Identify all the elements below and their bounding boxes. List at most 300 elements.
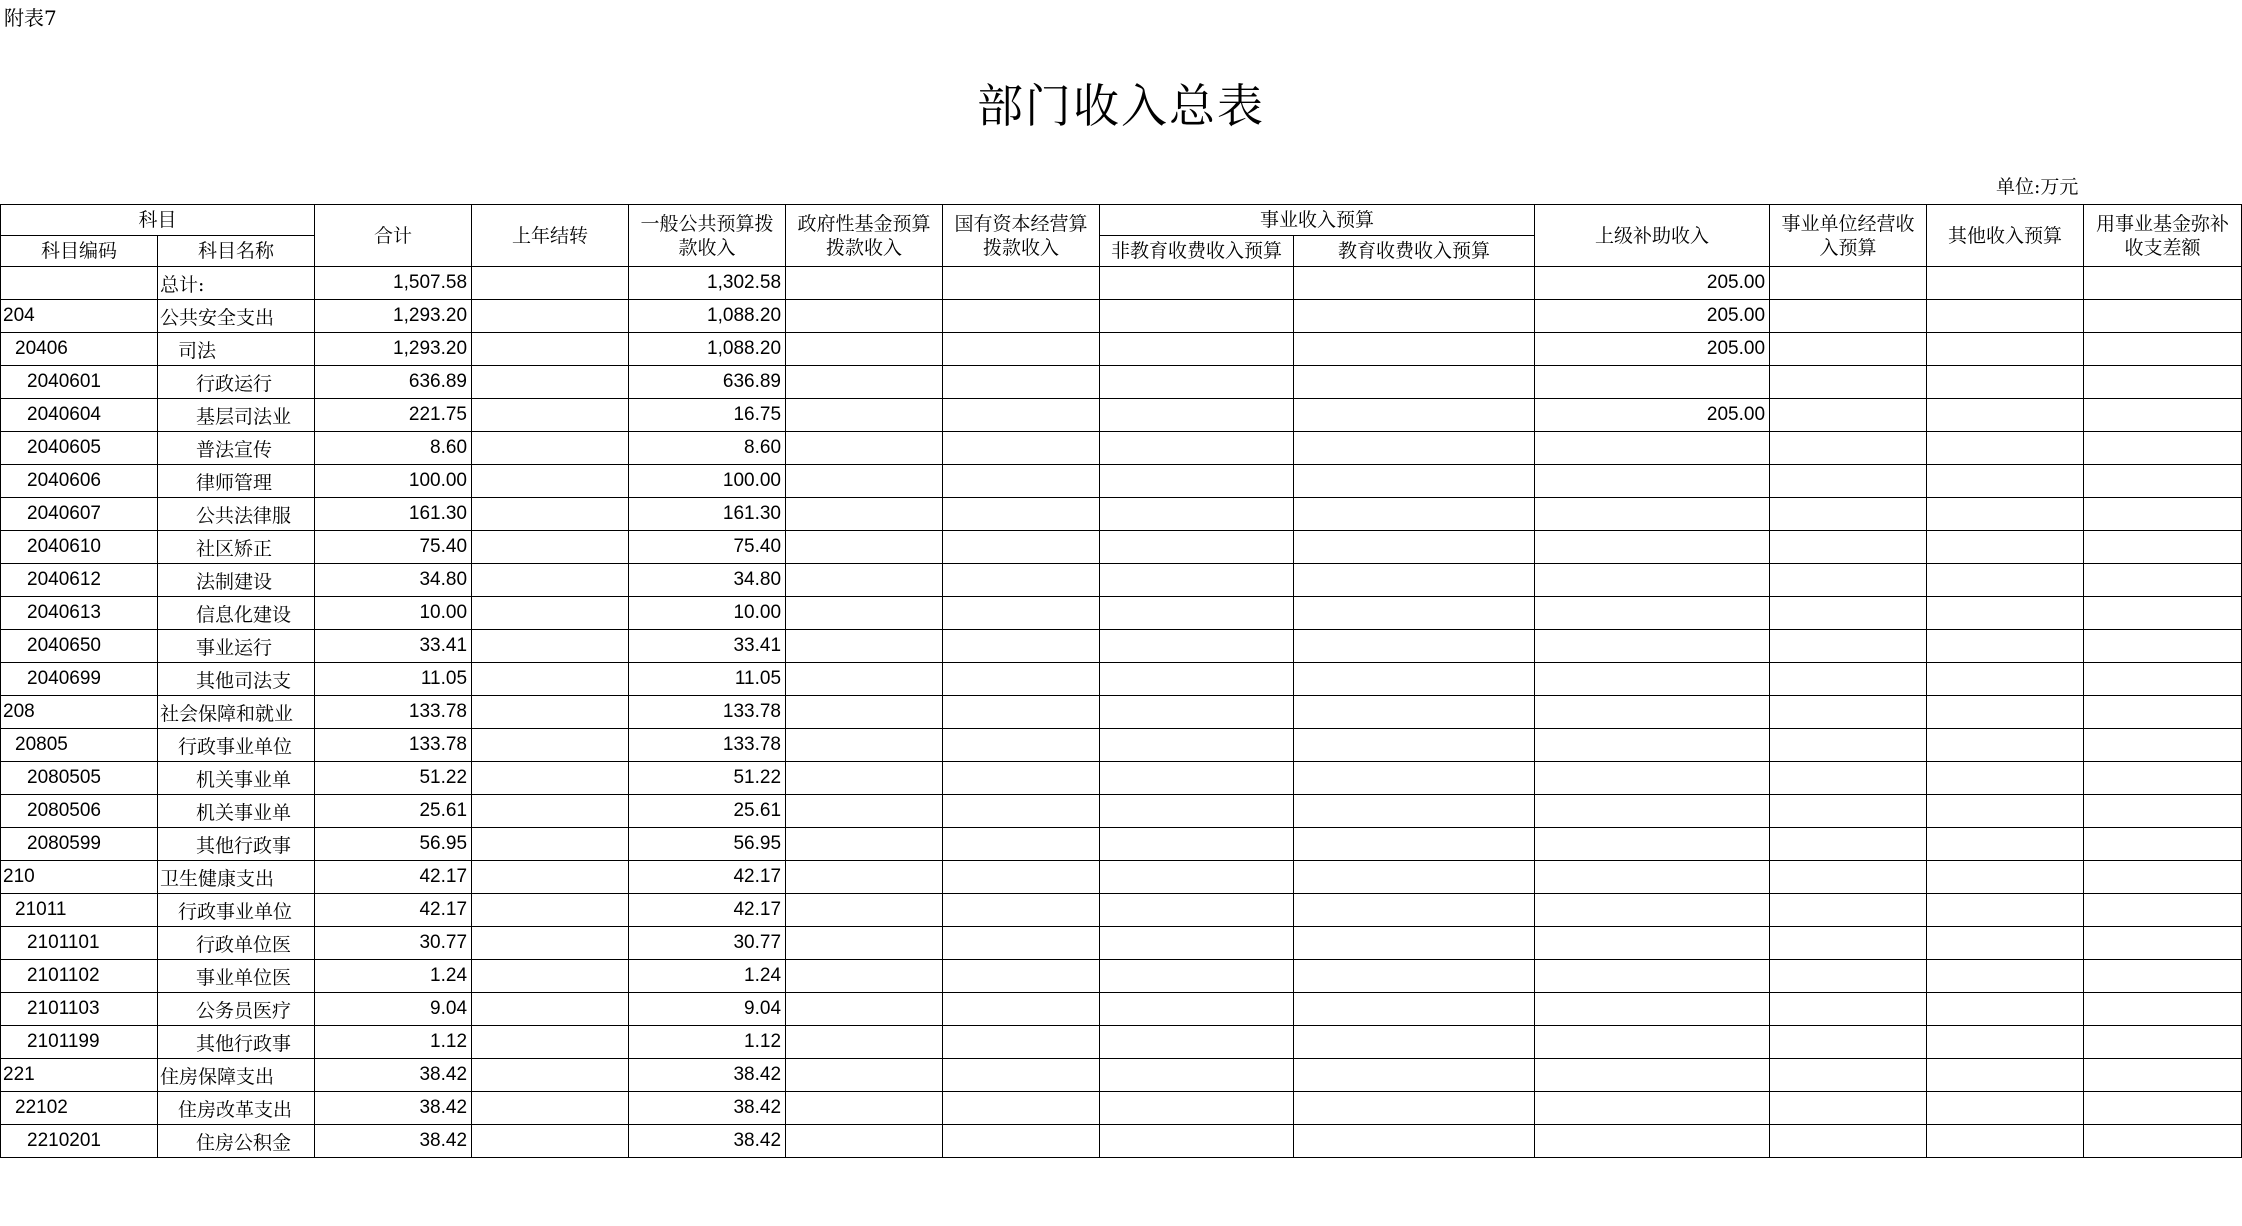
table-row bbox=[1, 1026, 2242, 1059]
cell-edu-fee bbox=[1294, 465, 1535, 498]
cell-non-edu-fee bbox=[1100, 630, 1294, 663]
header-carryover: 上年结转 bbox=[472, 205, 629, 267]
cell-general-budget: 636.89 bbox=[629, 366, 786, 399]
cell-state-capital bbox=[943, 498, 1100, 531]
table-row bbox=[1, 795, 2242, 828]
cell-code: 2040604 bbox=[1, 399, 158, 432]
cell-unit-operating bbox=[1770, 861, 1927, 894]
cell-gov-fund bbox=[786, 597, 943, 630]
cell-carryover bbox=[472, 333, 629, 366]
cell-state-capital bbox=[943, 894, 1100, 927]
cell-non-edu-fee bbox=[1100, 498, 1294, 531]
cell-edu-fee bbox=[1294, 1092, 1535, 1125]
cell-non-edu-fee bbox=[1100, 366, 1294, 399]
cell-carryover bbox=[472, 1092, 629, 1125]
cell-code: 2040613 bbox=[1, 597, 158, 630]
cell-other-income bbox=[1927, 927, 2084, 960]
cell-state-capital bbox=[943, 1059, 1100, 1092]
cell-gov-fund bbox=[786, 729, 943, 762]
cell-unit-operating bbox=[1770, 1092, 1927, 1125]
cell-total: 38.42 bbox=[315, 1092, 472, 1125]
cell-total: 1,293.20 bbox=[315, 300, 472, 333]
cell-non-edu-fee bbox=[1100, 465, 1294, 498]
header-edu-fee: 教育收费收入预算 bbox=[1294, 236, 1535, 267]
cell-other-income bbox=[1927, 729, 2084, 762]
cell-total: 38.42 bbox=[315, 1125, 472, 1158]
header-subject: 科目 bbox=[1, 205, 315, 236]
cell-unit-operating bbox=[1770, 1059, 1927, 1092]
cell-fund-balance bbox=[2084, 1125, 2242, 1158]
annex-label: 附表7 bbox=[4, 6, 57, 30]
cell-fund-balance bbox=[2084, 267, 2242, 300]
cell-superior-subsidy bbox=[1535, 729, 1770, 762]
cell-code: 21011 bbox=[1, 894, 158, 927]
cell-superior-subsidy bbox=[1535, 960, 1770, 993]
cell-name: 行政单位医 bbox=[158, 927, 315, 960]
cell-name: 公共法律服 bbox=[158, 498, 315, 531]
cell-gov-fund bbox=[786, 630, 943, 663]
cell-state-capital bbox=[943, 267, 1100, 300]
cell-unit-operating bbox=[1770, 333, 1927, 366]
cell-name: 住房公积金 bbox=[158, 1125, 315, 1158]
cell-gov-fund bbox=[786, 960, 943, 993]
cell-general-budget: 34.80 bbox=[629, 564, 786, 597]
cell-other-income bbox=[1927, 696, 2084, 729]
cell-code: 2040607 bbox=[1, 498, 158, 531]
cell-superior-subsidy bbox=[1535, 1125, 1770, 1158]
table-row bbox=[1, 1125, 2242, 1158]
cell-code: 208 bbox=[1, 696, 158, 729]
cell-state-capital bbox=[943, 597, 1100, 630]
cell-general-budget: 42.17 bbox=[629, 861, 786, 894]
cell-general-budget: 16.75 bbox=[629, 399, 786, 432]
cell-gov-fund bbox=[786, 267, 943, 300]
cell-edu-fee bbox=[1294, 267, 1535, 300]
cell-other-income bbox=[1927, 795, 2084, 828]
cell-code: 2101199 bbox=[1, 1026, 158, 1059]
cell-other-income bbox=[1927, 564, 2084, 597]
cell-fund-balance bbox=[2084, 1026, 2242, 1059]
cell-superior-subsidy bbox=[1535, 531, 1770, 564]
cell-unit-operating bbox=[1770, 432, 1927, 465]
cell-code: 2040606 bbox=[1, 465, 158, 498]
cell-fund-balance bbox=[2084, 894, 2242, 927]
cell-carryover bbox=[472, 696, 629, 729]
cell-fund-balance bbox=[2084, 300, 2242, 333]
cell-edu-fee bbox=[1294, 366, 1535, 399]
cell-state-capital bbox=[943, 630, 1100, 663]
cell-gov-fund bbox=[786, 432, 943, 465]
cell-carryover bbox=[472, 399, 629, 432]
header-name: 科目名称 bbox=[158, 236, 315, 267]
cell-edu-fee bbox=[1294, 828, 1535, 861]
cell-state-capital bbox=[943, 1026, 1100, 1059]
cell-other-income bbox=[1927, 366, 2084, 399]
cell-superior-subsidy bbox=[1535, 828, 1770, 861]
cell-state-capital bbox=[943, 927, 1100, 960]
cell-edu-fee bbox=[1294, 564, 1535, 597]
cell-code: 20406 bbox=[1, 333, 158, 366]
cell-fund-balance bbox=[2084, 960, 2242, 993]
cell-carryover bbox=[472, 1026, 629, 1059]
cell-state-capital bbox=[943, 366, 1100, 399]
cell-code: 22102 bbox=[1, 1092, 158, 1125]
cell-general-budget: 161.30 bbox=[629, 498, 786, 531]
cell-gov-fund bbox=[786, 465, 943, 498]
cell-name: 其他司法支 bbox=[158, 663, 315, 696]
cell-total: 25.61 bbox=[315, 795, 472, 828]
cell-edu-fee bbox=[1294, 960, 1535, 993]
cell-non-edu-fee bbox=[1100, 663, 1294, 696]
cell-state-capital bbox=[943, 399, 1100, 432]
cell-fund-balance bbox=[2084, 927, 2242, 960]
cell-other-income bbox=[1927, 267, 2084, 300]
cell-total: 161.30 bbox=[315, 498, 472, 531]
cell-general-budget: 25.61 bbox=[629, 795, 786, 828]
cell-fund-balance bbox=[2084, 762, 2242, 795]
table-row bbox=[1, 729, 2242, 762]
cell-superior-subsidy bbox=[1535, 498, 1770, 531]
cell-general-budget: 1,088.20 bbox=[629, 333, 786, 366]
cell-state-capital bbox=[943, 432, 1100, 465]
cell-non-edu-fee bbox=[1100, 729, 1294, 762]
cell-other-income bbox=[1927, 828, 2084, 861]
cell-superior-subsidy bbox=[1535, 1092, 1770, 1125]
cell-carryover bbox=[472, 465, 629, 498]
cell-state-capital bbox=[943, 300, 1100, 333]
cell-other-income bbox=[1927, 861, 2084, 894]
cell-other-income bbox=[1927, 1059, 2084, 1092]
cell-fund-balance bbox=[2084, 498, 2242, 531]
cell-other-income bbox=[1927, 399, 2084, 432]
table-row bbox=[1, 597, 2242, 630]
cell-name: 总计: bbox=[158, 267, 315, 300]
cell-fund-balance bbox=[2084, 828, 2242, 861]
cell-gov-fund bbox=[786, 993, 943, 1026]
cell-superior-subsidy bbox=[1535, 1059, 1770, 1092]
cell-superior-subsidy bbox=[1535, 927, 1770, 960]
cell-non-edu-fee bbox=[1100, 432, 1294, 465]
table-row bbox=[1, 531, 2242, 564]
table-row bbox=[1, 465, 2242, 498]
cell-total: 34.80 bbox=[315, 564, 472, 597]
cell-state-capital bbox=[943, 795, 1100, 828]
cell-general-budget: 38.42 bbox=[629, 1125, 786, 1158]
cell-unit-operating bbox=[1770, 1125, 1927, 1158]
cell-non-edu-fee bbox=[1100, 1092, 1294, 1125]
cell-superior-subsidy bbox=[1535, 1026, 1770, 1059]
cell-general-budget: 10.00 bbox=[629, 597, 786, 630]
cell-general-budget: 33.41 bbox=[629, 630, 786, 663]
cell-other-income bbox=[1927, 333, 2084, 366]
table-row bbox=[1, 1092, 2242, 1125]
cell-general-budget: 1,088.20 bbox=[629, 300, 786, 333]
cell-general-budget: 133.78 bbox=[629, 729, 786, 762]
cell-state-capital bbox=[943, 861, 1100, 894]
table-row bbox=[1, 927, 2242, 960]
cell-other-income bbox=[1927, 663, 2084, 696]
cell-general-budget: 51.22 bbox=[629, 762, 786, 795]
table-row bbox=[1, 861, 2242, 894]
cell-other-income bbox=[1927, 1092, 2084, 1125]
cell-name: 其他行政事 bbox=[158, 1026, 315, 1059]
cell-carryover bbox=[472, 531, 629, 564]
cell-gov-fund bbox=[786, 696, 943, 729]
cell-general-budget: 9.04 bbox=[629, 993, 786, 1026]
cell-name: 机关事业单 bbox=[158, 762, 315, 795]
cell-edu-fee bbox=[1294, 696, 1535, 729]
cell-other-income bbox=[1927, 498, 2084, 531]
table-row bbox=[1, 696, 2242, 729]
cell-carryover bbox=[472, 630, 629, 663]
cell-code: 2080506 bbox=[1, 795, 158, 828]
table-row bbox=[1, 300, 2242, 333]
cell-superior-subsidy bbox=[1535, 366, 1770, 399]
cell-edu-fee bbox=[1294, 597, 1535, 630]
table-row bbox=[1, 894, 2242, 927]
cell-other-income bbox=[1927, 894, 2084, 927]
cell-non-edu-fee bbox=[1100, 267, 1294, 300]
table-row bbox=[1, 663, 2242, 696]
header-fund-balance: 用事业基金弥补收支差额 bbox=[2084, 205, 2242, 267]
cell-fund-balance bbox=[2084, 993, 2242, 1026]
cell-code bbox=[1, 267, 158, 300]
cell-unit-operating bbox=[1770, 465, 1927, 498]
cell-name: 卫生健康支出 bbox=[158, 861, 315, 894]
cell-edu-fee bbox=[1294, 762, 1535, 795]
cell-total: 42.17 bbox=[315, 894, 472, 927]
cell-edu-fee bbox=[1294, 663, 1535, 696]
cell-general-budget: 1.12 bbox=[629, 1026, 786, 1059]
cell-gov-fund bbox=[786, 300, 943, 333]
cell-name: 行政运行 bbox=[158, 366, 315, 399]
cell-name: 住房保障支出 bbox=[158, 1059, 315, 1092]
cell-edu-fee bbox=[1294, 894, 1535, 927]
cell-superior-subsidy bbox=[1535, 795, 1770, 828]
cell-carryover bbox=[472, 993, 629, 1026]
cell-edu-fee bbox=[1294, 1059, 1535, 1092]
cell-general-budget: 38.42 bbox=[629, 1092, 786, 1125]
cell-total: 9.04 bbox=[315, 993, 472, 1026]
cell-superior-subsidy bbox=[1535, 762, 1770, 795]
cell-total: 33.41 bbox=[315, 630, 472, 663]
cell-unit-operating bbox=[1770, 399, 1927, 432]
cell-fund-balance bbox=[2084, 432, 2242, 465]
cell-general-budget: 56.95 bbox=[629, 828, 786, 861]
cell-general-budget: 1.24 bbox=[629, 960, 786, 993]
cell-gov-fund bbox=[786, 762, 943, 795]
cell-code: 204 bbox=[1, 300, 158, 333]
table-row bbox=[1, 366, 2242, 399]
cell-general-budget: 8.60 bbox=[629, 432, 786, 465]
cell-other-income bbox=[1927, 300, 2084, 333]
header-general-budget: 一般公共预算拨款收入 bbox=[629, 205, 786, 267]
cell-total: 221.75 bbox=[315, 399, 472, 432]
cell-carryover bbox=[472, 1059, 629, 1092]
cell-fund-balance bbox=[2084, 564, 2242, 597]
cell-edu-fee bbox=[1294, 531, 1535, 564]
cell-unit-operating bbox=[1770, 993, 1927, 1026]
cell-other-income bbox=[1927, 531, 2084, 564]
cell-state-capital bbox=[943, 828, 1100, 861]
cell-non-edu-fee bbox=[1100, 300, 1294, 333]
cell-name: 行政事业单位 bbox=[158, 894, 315, 927]
cell-code: 2040605 bbox=[1, 432, 158, 465]
cell-state-capital bbox=[943, 993, 1100, 1026]
cell-unit-operating bbox=[1770, 696, 1927, 729]
cell-name: 机关事业单 bbox=[158, 795, 315, 828]
cell-non-edu-fee bbox=[1100, 531, 1294, 564]
cell-fund-balance bbox=[2084, 696, 2242, 729]
table-row bbox=[1, 564, 2242, 597]
cell-carryover bbox=[472, 432, 629, 465]
table-row bbox=[1, 993, 2242, 1026]
cell-fund-balance bbox=[2084, 333, 2242, 366]
cell-carryover bbox=[472, 729, 629, 762]
cell-state-capital bbox=[943, 465, 1100, 498]
cell-gov-fund bbox=[786, 861, 943, 894]
cell-other-income bbox=[1927, 960, 2084, 993]
cell-general-budget: 11.05 bbox=[629, 663, 786, 696]
cell-edu-fee bbox=[1294, 399, 1535, 432]
cell-unit-operating bbox=[1770, 663, 1927, 696]
cell-unit-operating bbox=[1770, 531, 1927, 564]
cell-state-capital bbox=[943, 531, 1100, 564]
cell-gov-fund bbox=[786, 399, 943, 432]
cell-state-capital bbox=[943, 1125, 1100, 1158]
cell-superior-subsidy bbox=[1535, 696, 1770, 729]
cell-gov-fund bbox=[786, 1026, 943, 1059]
cell-edu-fee bbox=[1294, 729, 1535, 762]
cell-unit-operating bbox=[1770, 267, 1927, 300]
cell-gov-fund bbox=[786, 663, 943, 696]
cell-carryover bbox=[472, 795, 629, 828]
cell-carryover bbox=[472, 762, 629, 795]
cell-superior-subsidy bbox=[1535, 894, 1770, 927]
cell-carryover bbox=[472, 828, 629, 861]
cell-non-edu-fee bbox=[1100, 597, 1294, 630]
cell-superior-subsidy: 205.00 bbox=[1535, 399, 1770, 432]
cell-general-budget: 30.77 bbox=[629, 927, 786, 960]
cell-code: 221 bbox=[1, 1059, 158, 1092]
cell-general-budget: 133.78 bbox=[629, 696, 786, 729]
cell-other-income bbox=[1927, 762, 2084, 795]
cell-other-income bbox=[1927, 1125, 2084, 1158]
cell-unit-operating bbox=[1770, 762, 1927, 795]
cell-fund-balance bbox=[2084, 729, 2242, 762]
header-unit-operating: 事业单位经营收入预算 bbox=[1770, 205, 1927, 267]
table-row bbox=[1, 432, 2242, 465]
header-non-edu-fee: 非教育收费收入预算 bbox=[1100, 236, 1294, 267]
cell-total: 133.78 bbox=[315, 696, 472, 729]
cell-state-capital bbox=[943, 564, 1100, 597]
cell-total: 75.40 bbox=[315, 531, 472, 564]
cell-other-income bbox=[1927, 993, 2084, 1026]
cell-non-edu-fee bbox=[1100, 1059, 1294, 1092]
cell-name: 律师管理 bbox=[158, 465, 315, 498]
cell-edu-fee bbox=[1294, 795, 1535, 828]
cell-edu-fee bbox=[1294, 432, 1535, 465]
cell-fund-balance bbox=[2084, 630, 2242, 663]
cell-fund-balance bbox=[2084, 795, 2242, 828]
cell-non-edu-fee bbox=[1100, 1026, 1294, 1059]
cell-unit-operating bbox=[1770, 1026, 1927, 1059]
cell-unit-operating bbox=[1770, 894, 1927, 927]
cell-general-budget: 75.40 bbox=[629, 531, 786, 564]
cell-gov-fund bbox=[786, 927, 943, 960]
cell-carryover bbox=[472, 597, 629, 630]
cell-superior-subsidy bbox=[1535, 861, 1770, 894]
cell-code: 2080505 bbox=[1, 762, 158, 795]
cell-fund-balance bbox=[2084, 663, 2242, 696]
header-gov-fund: 政府性基金预算拨款收入 bbox=[786, 205, 943, 267]
table-row bbox=[1, 498, 2242, 531]
cell-non-edu-fee bbox=[1100, 828, 1294, 861]
cell-code: 2210201 bbox=[1, 1125, 158, 1158]
table-row bbox=[1, 960, 2242, 993]
cell-carryover bbox=[472, 861, 629, 894]
cell-total: 51.22 bbox=[315, 762, 472, 795]
table-row bbox=[1, 828, 2242, 861]
table-body bbox=[1, 267, 2242, 1158]
cell-non-edu-fee bbox=[1100, 927, 1294, 960]
cell-superior-subsidy bbox=[1535, 564, 1770, 597]
cell-name: 事业单位医 bbox=[158, 960, 315, 993]
cell-state-capital bbox=[943, 663, 1100, 696]
cell-carryover bbox=[472, 1125, 629, 1158]
cell-edu-fee bbox=[1294, 861, 1535, 894]
cell-unit-operating bbox=[1770, 300, 1927, 333]
cell-gov-fund bbox=[786, 498, 943, 531]
cell-fund-balance bbox=[2084, 465, 2242, 498]
cell-total: 30.77 bbox=[315, 927, 472, 960]
cell-carryover bbox=[472, 564, 629, 597]
cell-total: 1.24 bbox=[315, 960, 472, 993]
cell-superior-subsidy bbox=[1535, 432, 1770, 465]
cell-unit-operating bbox=[1770, 828, 1927, 861]
cell-non-edu-fee bbox=[1100, 960, 1294, 993]
cell-name: 公务员医疗 bbox=[158, 993, 315, 1026]
cell-unit-operating bbox=[1770, 795, 1927, 828]
cell-total: 42.17 bbox=[315, 861, 472, 894]
cell-general-budget: 42.17 bbox=[629, 894, 786, 927]
cell-code: 2080599 bbox=[1, 828, 158, 861]
cell-code: 2040699 bbox=[1, 663, 158, 696]
cell-edu-fee bbox=[1294, 993, 1535, 1026]
table-row bbox=[1, 762, 2242, 795]
cell-edu-fee bbox=[1294, 1125, 1535, 1158]
cell-total: 636.89 bbox=[315, 366, 472, 399]
cell-fund-balance bbox=[2084, 531, 2242, 564]
cell-general-budget: 1,302.58 bbox=[629, 267, 786, 300]
cell-fund-balance bbox=[2084, 1092, 2242, 1125]
cell-other-income bbox=[1927, 597, 2084, 630]
cell-gov-fund bbox=[786, 531, 943, 564]
cell-state-capital bbox=[943, 960, 1100, 993]
cell-edu-fee bbox=[1294, 498, 1535, 531]
cell-carryover bbox=[472, 366, 629, 399]
cell-non-edu-fee bbox=[1100, 564, 1294, 597]
cell-non-edu-fee bbox=[1100, 993, 1294, 1026]
cell-state-capital bbox=[943, 762, 1100, 795]
cell-carryover bbox=[472, 498, 629, 531]
cell-name: 信息化建设 bbox=[158, 597, 315, 630]
cell-carryover bbox=[472, 267, 629, 300]
cell-gov-fund bbox=[786, 1092, 943, 1125]
header-business-income: 事业收入预算 bbox=[1100, 205, 1535, 236]
cell-code: 20805 bbox=[1, 729, 158, 762]
cell-name: 行政事业单位 bbox=[158, 729, 315, 762]
